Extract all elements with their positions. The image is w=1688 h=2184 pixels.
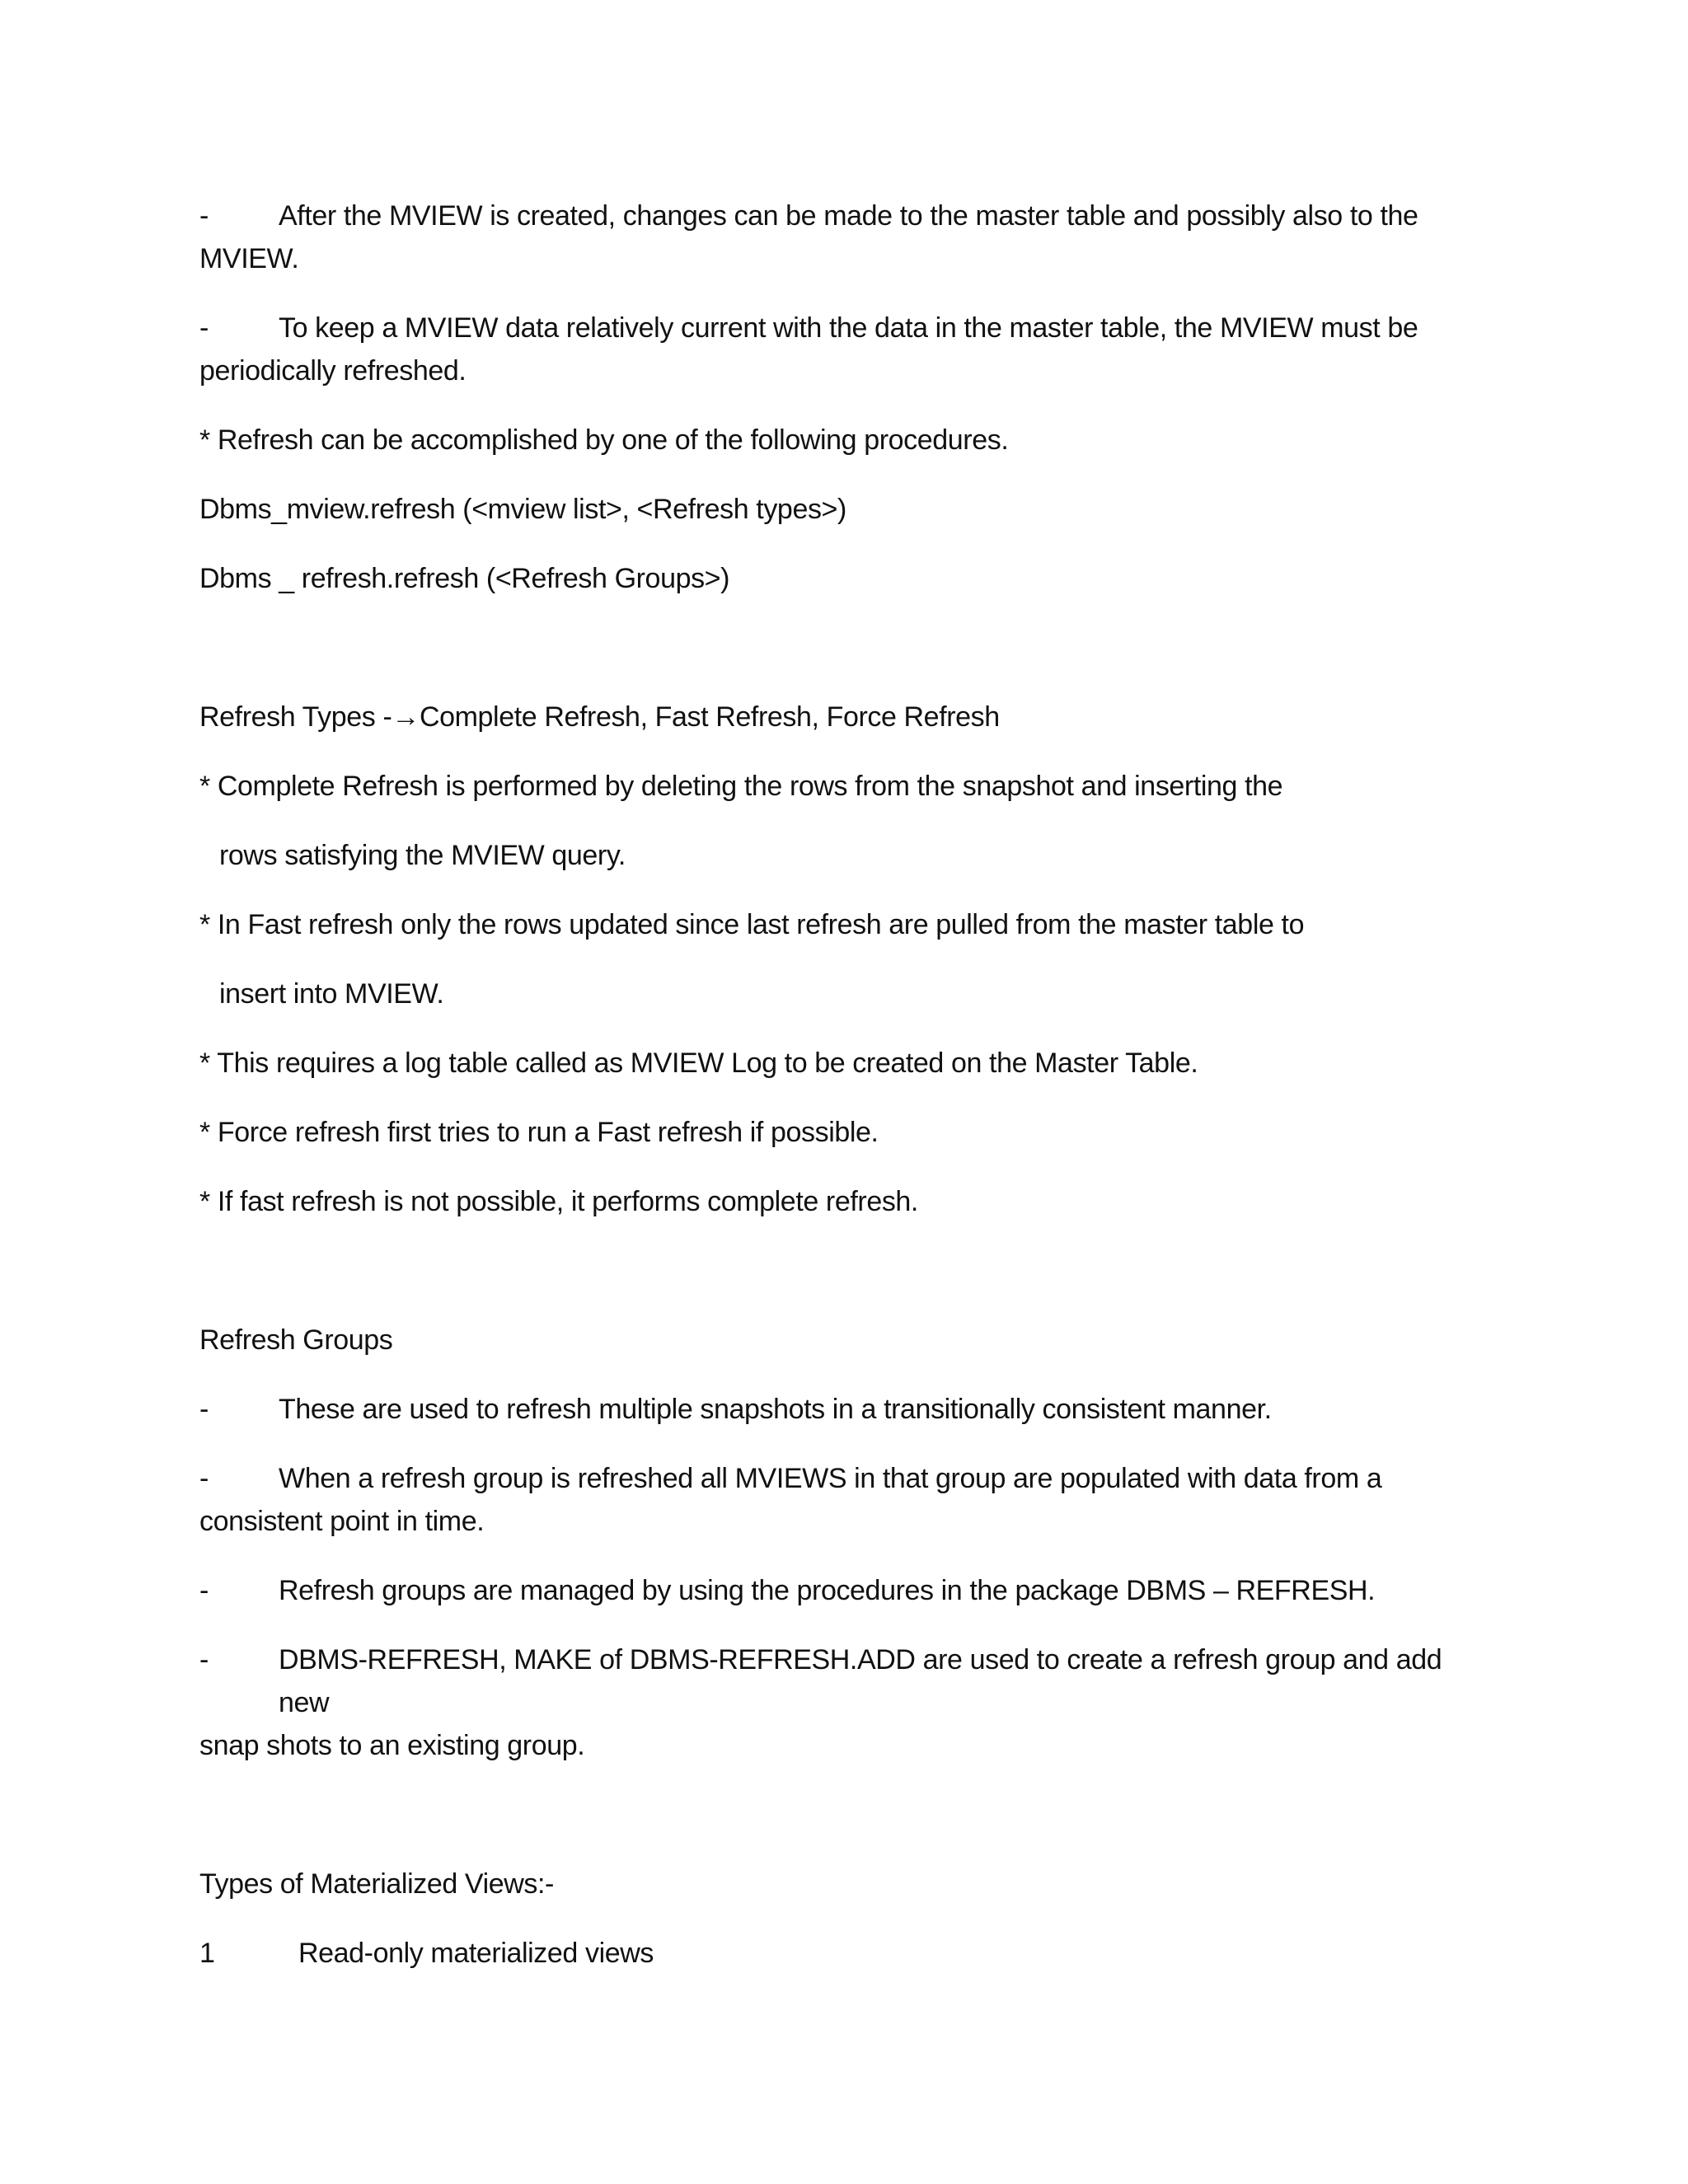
section-spacer bbox=[199, 1793, 1485, 1863]
section-spacer bbox=[199, 626, 1485, 696]
refresh-groups-item-4 bbox=[199, 1638, 1485, 1767]
refresh-groups-item-3 bbox=[199, 1569, 1485, 1612]
refresh-groups-item-4-continuation: snap shots to an existing group. bbox=[199, 1730, 585, 1761]
mview-item-2 bbox=[199, 307, 1485, 392]
refresh-types-line-4: insert into MVIEW. bbox=[219, 978, 444, 1010]
procedure-refresh-refresh: Dbms _ refresh.refresh (<Refresh Groups>) bbox=[199, 563, 730, 594]
refresh-types-line-5: * This requires a log table called as MVIEW Log to be created on the Master Table. bbox=[199, 1047, 1198, 1079]
list-marker: - bbox=[199, 1644, 209, 1675]
mview-item-1-continuation: MVIEW. bbox=[199, 243, 299, 274]
refresh-types-heading: Refresh Types -→Complete Refresh, Fast Refresh, Force Refresh bbox=[199, 701, 1000, 733]
mview-item-2-text: To keep a MVIEW data relatively current with the data in the master table, the MVIEW must be bbox=[279, 312, 1418, 344]
list-marker: - bbox=[199, 1394, 209, 1425]
refresh-groups-item-2-continuation: consistent point in time. bbox=[199, 1506, 485, 1537]
refresh-types-line-6: * Force refresh first tries to run a Fast refresh if possible. bbox=[199, 1117, 879, 1148]
section-spacer bbox=[199, 1249, 1485, 1319]
list-marker: - bbox=[199, 1575, 209, 1606]
list-marker: - bbox=[199, 1463, 209, 1494]
mview-item-1-text: After the MVIEW is created, changes can be made to the master table and possibly also to the bbox=[279, 200, 1418, 232]
refresh-groups-item-2-text: When a refresh group is refreshed all MVIEWS in that group are populated with data from a bbox=[279, 1463, 1382, 1494]
refresh-types-line-7: * If fast refresh is not possible, it performs complete refresh. bbox=[199, 1186, 918, 1217]
refresh-groups-item-3-text: Refresh groups are managed by using the procedures in the package DBMS – REFRESH. bbox=[279, 1575, 1376, 1606]
refresh-note: * Refresh can be accomplished by one of the following procedures. bbox=[199, 424, 1009, 456]
document-body bbox=[199, 194, 1485, 2001]
refresh-types-line-1: * Complete Refresh is performed by deleting the rows from the snapshot and inserting the bbox=[199, 771, 1283, 802]
refresh-groups-item-2 bbox=[199, 1457, 1485, 1543]
refresh-groups-item-1 bbox=[199, 1388, 1485, 1431]
types-heading: Types of Materialized Views:- bbox=[199, 1868, 554, 1900]
types-item-1 bbox=[199, 1932, 1485, 1975]
refresh-groups-heading: Refresh Groups bbox=[199, 1324, 393, 1356]
refresh-groups-item-4-text: DBMS-REFRESH, MAKE of DBMS-REFRESH.ADD are used to create a refresh group and add new bbox=[279, 1644, 1442, 1718]
list-marker: - bbox=[199, 312, 209, 344]
procedure-mview-refresh: Dbms_mview.refresh (<mview list>, <Refresh types>) bbox=[199, 494, 846, 525]
refresh-groups-item-1-text: These are used to refresh multiple snapshots in a transitionally consistent manner. bbox=[279, 1394, 1272, 1425]
mview-item-1 bbox=[199, 194, 1485, 280]
refresh-types-line-2: rows satisfying the MVIEW query. bbox=[219, 840, 626, 871]
list-number: 1 bbox=[199, 1938, 215, 1969]
list-marker: - bbox=[199, 200, 209, 232]
mview-item-2-continuation: periodically refreshed. bbox=[199, 355, 467, 387]
types-item-1-text: Read-only materialized views bbox=[298, 1938, 654, 1969]
refresh-types-line-3: * In Fast refresh only the rows updated since last refresh are pulled from the master table to bbox=[199, 909, 1305, 940]
